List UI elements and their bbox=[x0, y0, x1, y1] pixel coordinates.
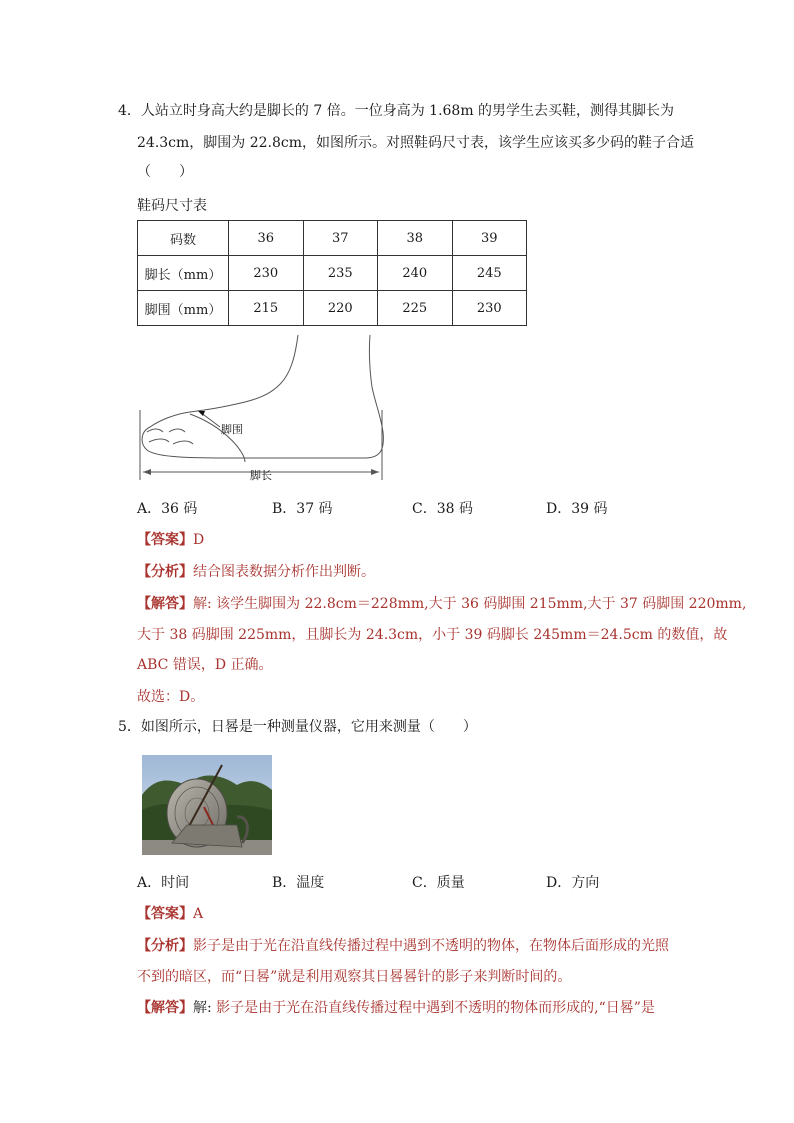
length-label: 脚长 bbox=[250, 469, 272, 482]
table-cell: 脚长（mm） bbox=[138, 256, 229, 291]
table-cell: 235 bbox=[303, 256, 378, 291]
table-cell: 脚围（mm） bbox=[138, 291, 229, 326]
q4-solution-line-1 bbox=[137, 594, 746, 614]
table-row bbox=[138, 291, 527, 326]
table-cell: 码数 bbox=[138, 221, 229, 256]
q5-option-a: A．时间 bbox=[137, 875, 190, 891]
table-cell: 36 bbox=[229, 221, 304, 256]
q4-answer bbox=[137, 530, 204, 550]
q4-option-a: A．36 码 bbox=[137, 501, 198, 517]
q4-stem-line-1: 4．人站立时身高大约是脚长的 7 倍。一位身高为 1.68m 的男学生去买鞋，测得其脚长为 bbox=[118, 103, 675, 119]
q4-stem-line-3: （ ） bbox=[137, 164, 193, 180]
table-cell: 230 bbox=[452, 291, 527, 326]
girth-label: 脚围 bbox=[221, 423, 243, 436]
table-row bbox=[138, 221, 527, 256]
q4-option-c: C．38 码 bbox=[412, 501, 473, 517]
table-cell: 245 bbox=[452, 256, 527, 291]
q4-solution-line-3: ABC 错误，D 正确。 bbox=[137, 657, 273, 673]
answer-value: A bbox=[193, 906, 204, 922]
q5-option-c: C．质量 bbox=[412, 875, 465, 891]
table-cell: 240 bbox=[378, 256, 453, 291]
solution-tag: 【解答】 bbox=[137, 596, 193, 612]
table-caption: 鞋码尺寸表 bbox=[137, 198, 207, 214]
q5-option-d: D．方向 bbox=[546, 875, 600, 891]
table-cell: 38 bbox=[378, 221, 453, 256]
table-cell: 220 bbox=[303, 291, 378, 326]
q4-analysis bbox=[137, 562, 375, 582]
q4-stem-line-2: 24.3cm，脚围为 22.8cm，如图所示。对照鞋码尺寸表，该学生应该买多少码的鞋子合适 bbox=[137, 135, 695, 151]
sundial-photo bbox=[142, 755, 272, 855]
answer-tag: 【答案】 bbox=[137, 532, 193, 548]
foot-figure bbox=[135, 332, 395, 487]
answer-tag: 【答案】 bbox=[137, 906, 193, 922]
analysis-tag: 【分析】 bbox=[137, 938, 193, 954]
solution-text: 解: 该学生脚围为 22.8cm＝228mm,大于 36 码脚围 215mm,大于 37 码脚围 220mm, bbox=[193, 596, 747, 612]
q4-solution-line-2: 大于 38 码脚围 225mm，且脚长为 24.3cm，小于 39 码脚长 245mm＝24.5cm 的数值，故 bbox=[137, 627, 728, 643]
table-cell: 215 bbox=[229, 291, 304, 326]
answer-value: D bbox=[193, 532, 205, 548]
table-cell: 225 bbox=[378, 291, 453, 326]
table-cell: 37 bbox=[303, 221, 378, 256]
solution-tag: 【解答】 bbox=[137, 1000, 193, 1016]
analysis-text: 影子是由于光在沿直线传播过程中遇到不透明的物体，在物体后面形成的光照 bbox=[193, 938, 669, 954]
table-cell: 39 bbox=[452, 221, 527, 256]
q5-answer bbox=[137, 904, 203, 924]
solution-prefix: 解: bbox=[193, 1000, 217, 1016]
q5-analysis-line-2: 不到的暗区，而“日晷”就是利用观察其日晷晷针的影子来判断时间的。 bbox=[137, 969, 572, 985]
shoe-size-table bbox=[137, 220, 527, 326]
solution-text: 影子是由于光在沿直线传播过程中遇到不透明的物体而形成的,“日晷”是 bbox=[216, 1000, 655, 1016]
q4-conclusion: 故选：D。 bbox=[137, 689, 205, 705]
q5-analysis-line-1 bbox=[137, 936, 669, 956]
analysis-text: 结合图表数据分析作出判断。 bbox=[193, 564, 375, 580]
q4-option-d: D．39 码 bbox=[546, 501, 608, 517]
table-row bbox=[138, 256, 527, 291]
q5-solution-line-1 bbox=[137, 998, 655, 1018]
table-cell: 230 bbox=[229, 256, 304, 291]
analysis-tag: 【分析】 bbox=[137, 564, 193, 580]
q5-stem: 5．如图所示，日晷是一种测量仪器，它用来测量（ ） bbox=[118, 719, 477, 735]
q4-option-b: B．37 码 bbox=[272, 501, 333, 517]
q5-option-b: B．温度 bbox=[272, 875, 325, 891]
